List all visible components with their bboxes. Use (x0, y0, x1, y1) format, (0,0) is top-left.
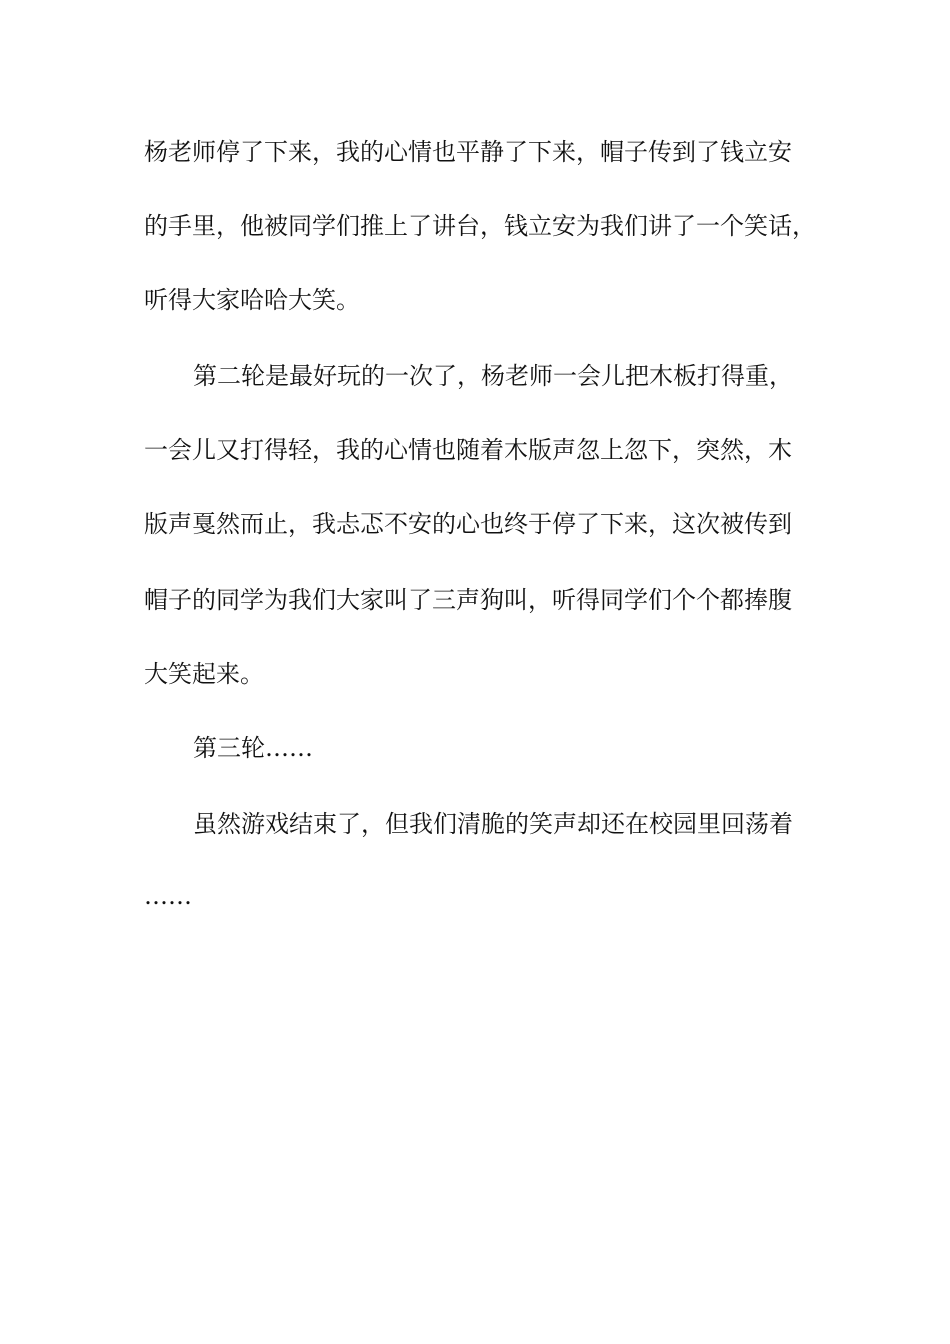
text-line: 第三轮…… (193, 734, 313, 762)
text-line: 大笑起来。 (144, 660, 264, 688)
text-line: 第二轮是最好玩的一次了，杨老师一会儿把木板打得重， (193, 362, 793, 390)
text-line: …… (144, 882, 192, 910)
text-line: 的手里，他被同学们推上了讲台，钱立安为我们讲了一个笑话， (144, 212, 816, 240)
text-line: 杨老师停了下来，我的心情也平静了下来，帽子传到了钱立安 (144, 138, 792, 166)
text-line: 虽然游戏结束了，但我们清脆的笑声却还在校园里回荡着 (193, 810, 793, 838)
text-line: 版声戛然而止，我忐忑不安的心也终于停了下来，这次被传到 (144, 510, 792, 538)
text-line: 帽子的同学为我们大家叫了三声狗叫，听得同学们个个都捧腹 (144, 586, 792, 614)
text-line: 听得大家哈哈大笑。 (144, 286, 360, 314)
text-line: 一会儿又打得轻，我的心情也随着木版声忽上忽下，突然，木 (144, 436, 792, 464)
